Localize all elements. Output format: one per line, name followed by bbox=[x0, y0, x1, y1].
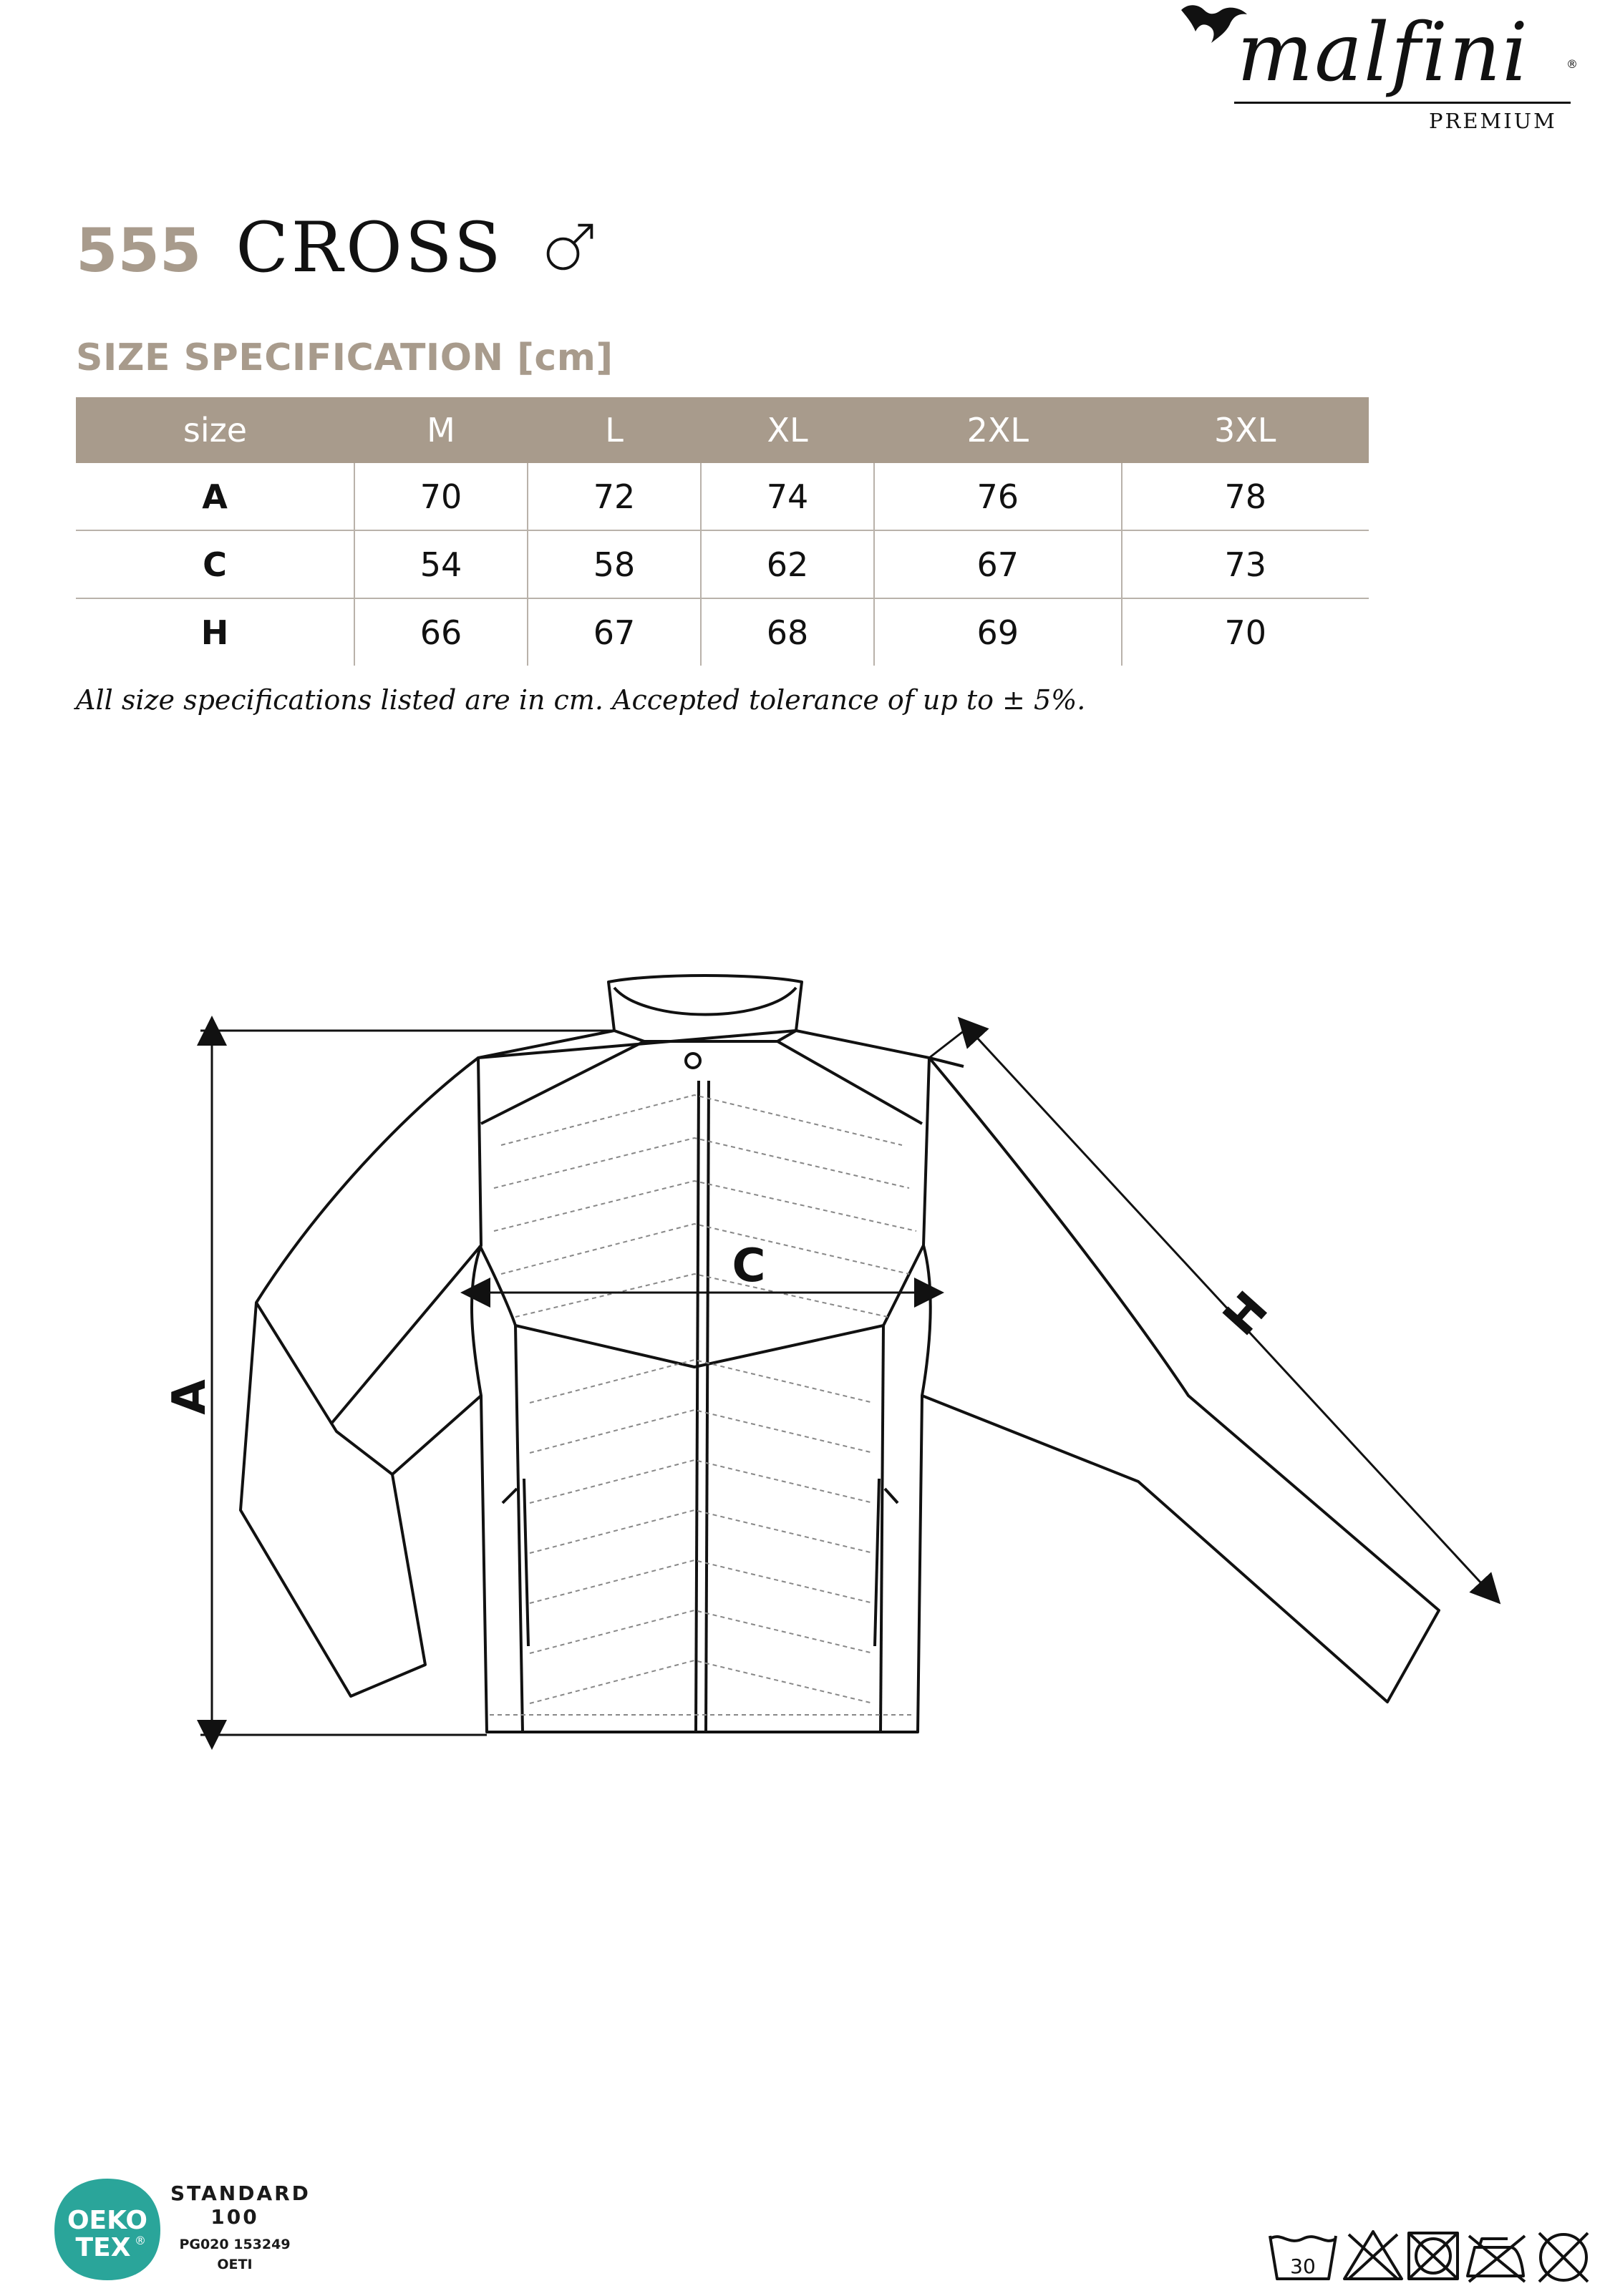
table-cell: 67 bbox=[874, 530, 1121, 598]
oeko-badge-line2: TEX bbox=[75, 2233, 131, 2262]
label-chest-c: C bbox=[732, 1240, 766, 1293]
wash-30-icon bbox=[1270, 2236, 1336, 2279]
oeko-standard-text bbox=[170, 2181, 311, 2229]
oeko-certificate bbox=[163, 2234, 306, 2275]
oeko-standard: STANDARD bbox=[170, 2181, 311, 2205]
table-cell: 70 bbox=[1122, 598, 1369, 666]
oeko-institute: OETI bbox=[217, 2257, 253, 2272]
row-label-h: H bbox=[200, 613, 229, 652]
no-tumble-dry-icon bbox=[1409, 2233, 1458, 2279]
jacket-outline bbox=[241, 976, 1439, 1732]
table-cell: 73 bbox=[1122, 530, 1369, 598]
table-cell: 67 bbox=[528, 598, 701, 666]
no-bleach-icon bbox=[1344, 2232, 1402, 2279]
table-row bbox=[76, 463, 1369, 530]
product-title bbox=[76, 208, 597, 286]
care-symbols bbox=[1267, 2226, 1596, 2287]
quilting-stitches bbox=[490, 1095, 916, 1715]
logo-tier: PREMIUM bbox=[1429, 109, 1557, 133]
table-cell: 76 bbox=[874, 463, 1121, 530]
table-cell: 70 bbox=[354, 463, 528, 530]
table-row bbox=[76, 598, 1369, 666]
size-table bbox=[76, 397, 1369, 666]
size-spec-heading: SIZE SPECIFICATION [cm] bbox=[76, 336, 614, 379]
row-label-a: A bbox=[76, 463, 354, 530]
table-cell: 78 bbox=[1122, 463, 1369, 530]
label-sleeve-h: H bbox=[1213, 1282, 1279, 1346]
header-size-xl: XL bbox=[701, 397, 874, 463]
table-cell: 74 bbox=[701, 463, 874, 530]
table-row bbox=[76, 530, 1369, 598]
oeko-badge-line1: OEKO bbox=[67, 2206, 148, 2235]
table-cell: 62 bbox=[701, 530, 874, 598]
logo-wordmark: malfini bbox=[1237, 6, 1530, 99]
header-size-m: M bbox=[354, 397, 528, 463]
table-cell: 58 bbox=[528, 530, 701, 598]
male-symbol-icon bbox=[543, 220, 597, 274]
table-cell: 54 bbox=[354, 530, 528, 598]
registered-mark: ® bbox=[1566, 57, 1578, 71]
row-label-c: C bbox=[76, 530, 354, 598]
wash-temperature: 30 bbox=[1290, 2254, 1316, 2278]
header-size-3xl: 3XL bbox=[1122, 397, 1369, 463]
table-cell: 66 bbox=[354, 598, 528, 666]
label-length-a: A bbox=[163, 1379, 216, 1415]
oeko-tex-badge bbox=[50, 2176, 165, 2283]
logo-underline bbox=[1234, 102, 1571, 104]
header-size: size bbox=[76, 397, 354, 463]
header-size-2xl: 2XL bbox=[874, 397, 1121, 463]
product-number: 555 bbox=[76, 215, 202, 286]
jacket-technical-drawing bbox=[0, 930, 1605, 1775]
table-header-row bbox=[76, 397, 1369, 463]
tolerance-note: All size specifications listed are in cm. Accepted tolerance of up to ± 5%. bbox=[76, 684, 1086, 716]
table-cell: 72 bbox=[528, 463, 701, 530]
header-size-l: L bbox=[528, 397, 701, 463]
oeko-standard-number: 100 bbox=[210, 2205, 259, 2229]
table-cell: 69 bbox=[874, 598, 1121, 666]
oeko-cert-code: PG020 153249 bbox=[179, 2237, 291, 2252]
table-cell: 68 bbox=[701, 598, 874, 666]
no-dry-clean-icon bbox=[1539, 2233, 1588, 2282]
no-iron-icon bbox=[1468, 2236, 1525, 2282]
product-name: CROSS bbox=[236, 208, 504, 288]
brand-logo bbox=[1174, 0, 1589, 143]
oeko-badge-mark: ® bbox=[135, 2234, 146, 2247]
